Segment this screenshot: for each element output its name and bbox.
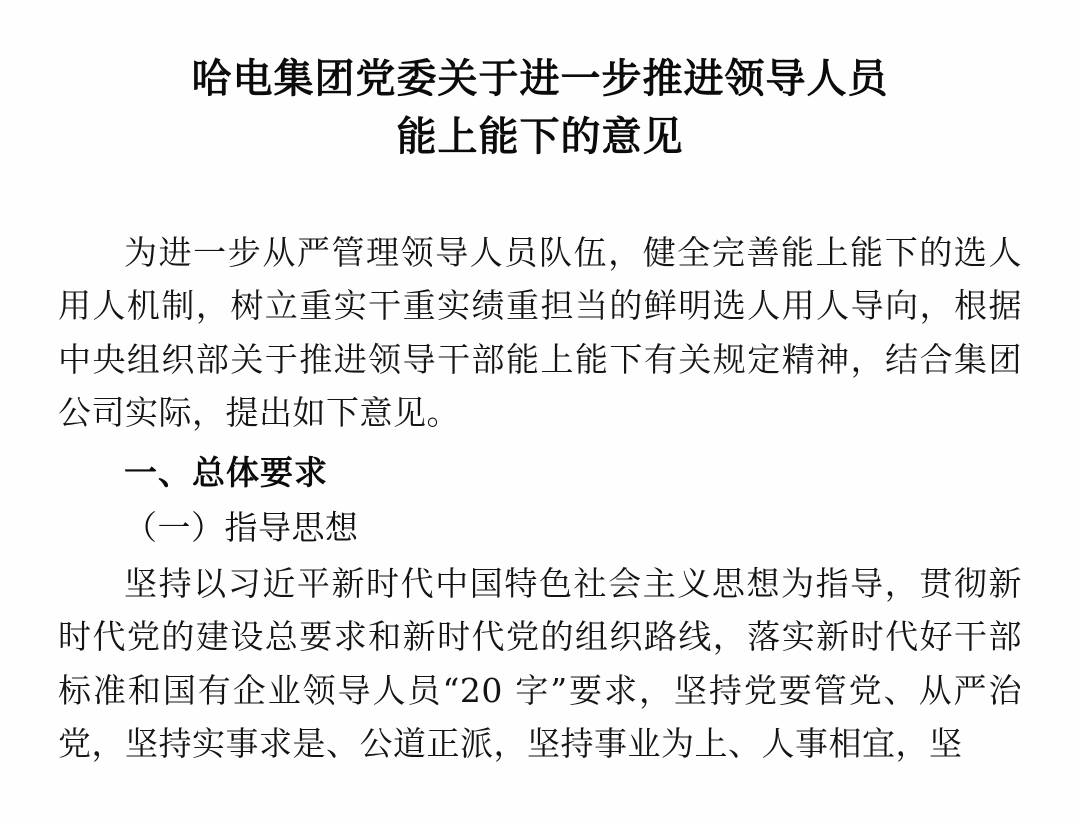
title-spacer xyxy=(58,166,1022,222)
subsection-heading-guiding-ideology: （一）指导思想 xyxy=(124,508,359,548)
paragraph-intro: 为进一步从严管理领导人员队伍，健全完善能上能下的选人用人机制，树立重实干重实绩重担当的鲜明选人用人导向，根据中央组织部关于推进领导干部能上能下有关规定精神，结合集团公司实际，提出如下意见。 xyxy=(58,233,1022,433)
section-heading-general-requirements: 一、总体要求 xyxy=(124,452,328,492)
page-title xyxy=(58,50,1022,166)
page-title-line-2: 能上能下的意见 xyxy=(396,114,684,160)
page-title-line-1: 哈电集团党委关于进一步推进领导人员 xyxy=(191,56,889,102)
document-body xyxy=(58,226,1022,771)
paragraph-guiding-ideology-body: 坚持以习近平新时代中国特色社会主义思想为指导，贯彻新时代党的建设总要求和新时代党的组织路线，落实新时代好干部标准和国有企业领导人员“20 字”要求，坚持党要管党、从严治党，坚持实事求是、公道正派，坚持事业为上、人事相宜，坚 xyxy=(58,563,1022,764)
